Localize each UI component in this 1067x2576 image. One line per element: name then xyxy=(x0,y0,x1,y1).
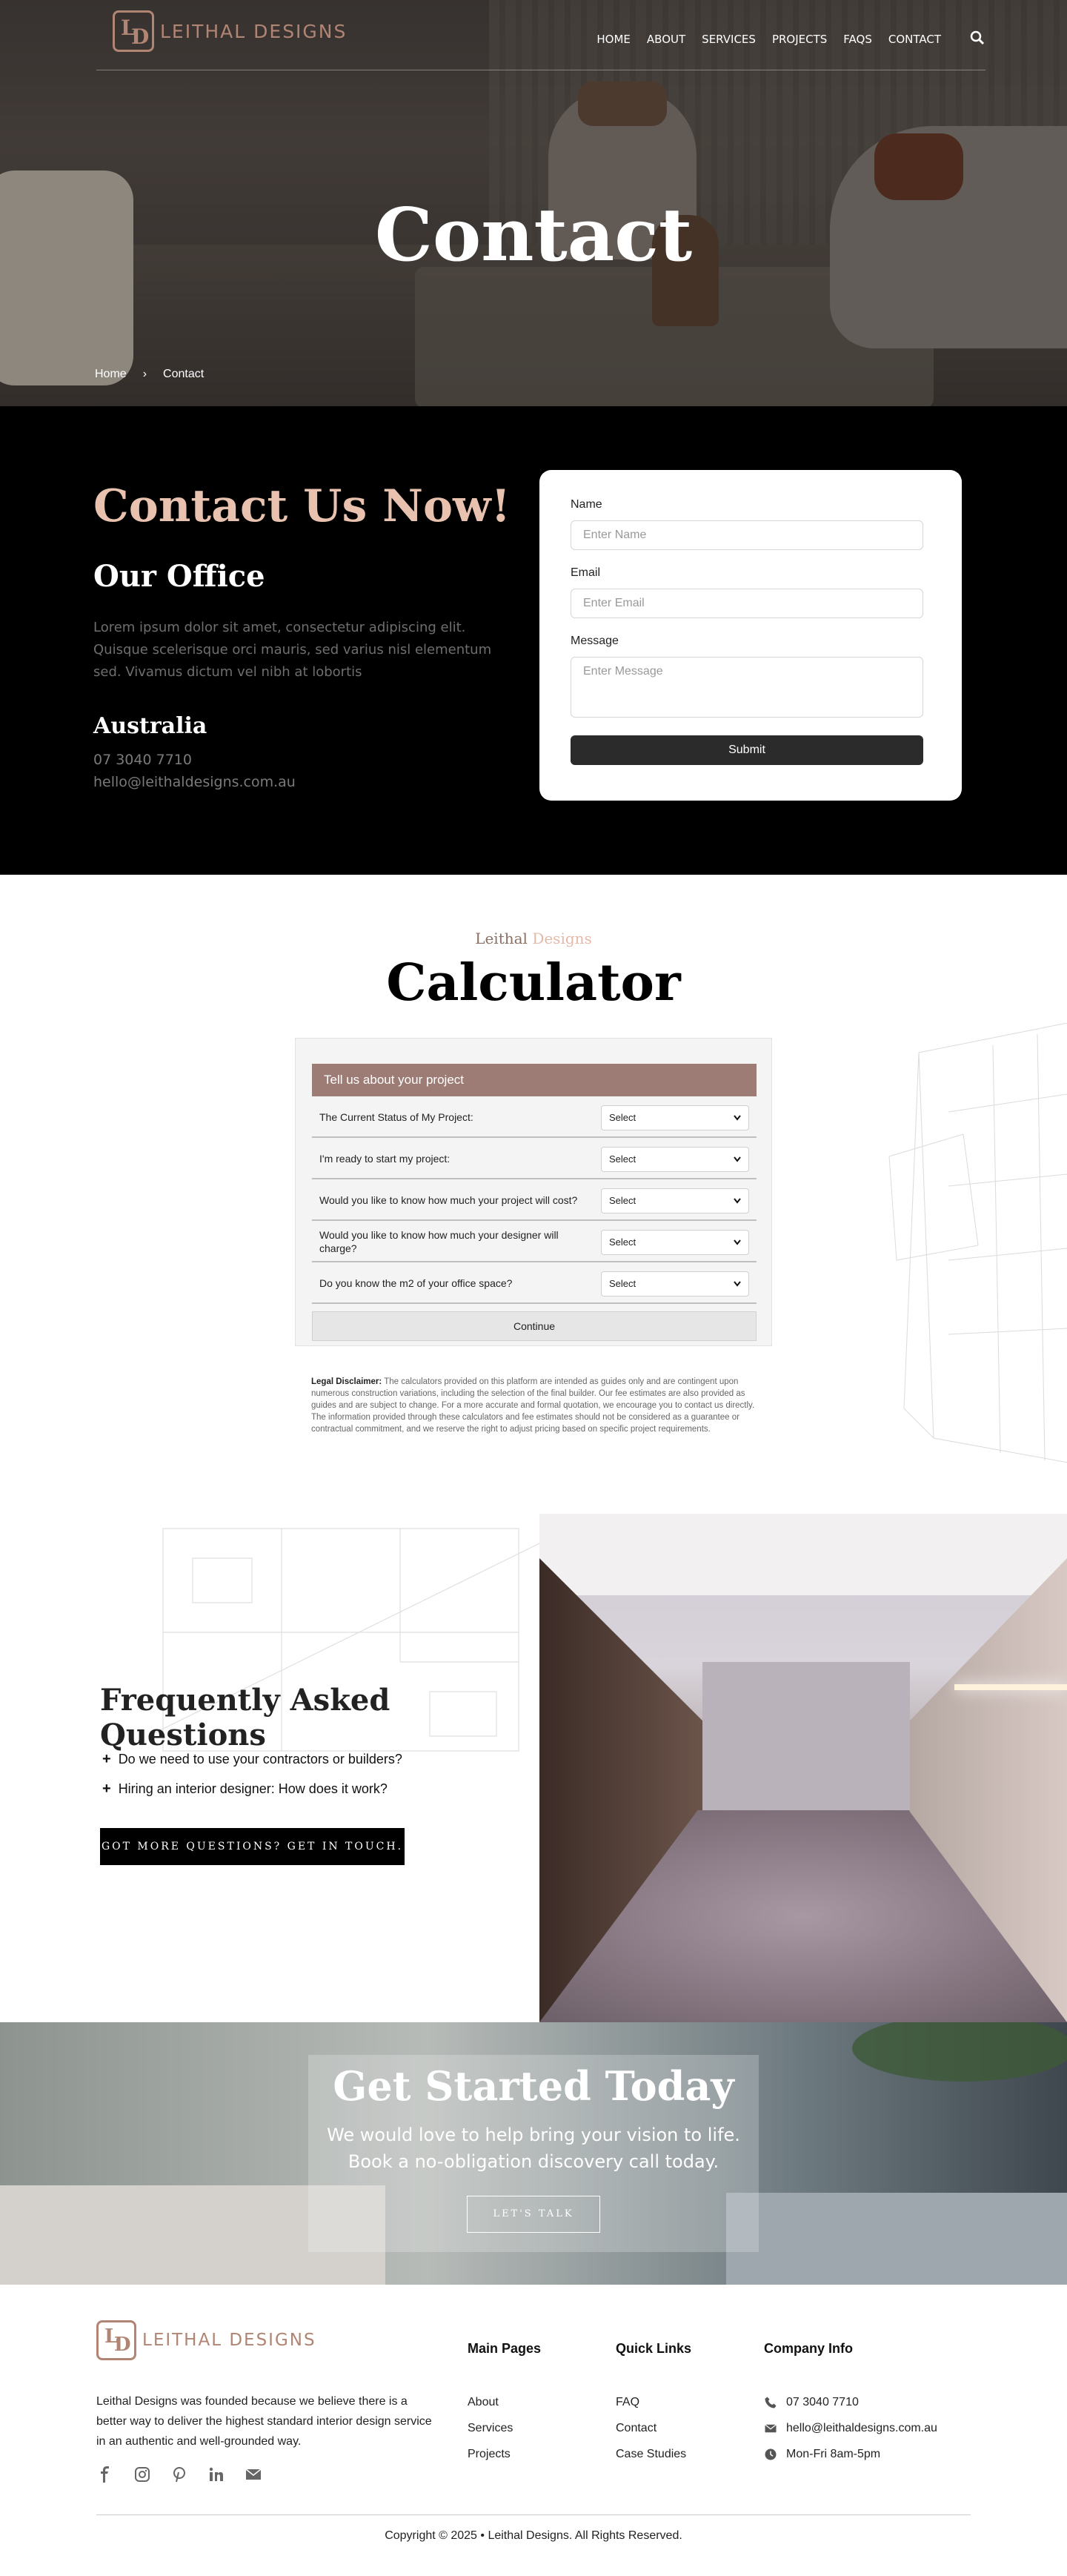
footer-heading: Quick Links xyxy=(616,2341,692,2356)
calculator-kicker xyxy=(0,930,1067,947)
architecture-sketch xyxy=(874,1023,1067,1483)
office-heading: Our Office xyxy=(93,559,265,594)
office-country: Australia xyxy=(93,713,207,739)
footer-logo[interactable] xyxy=(96,2320,316,2360)
logo-text: LEITHAL DESIGNS xyxy=(160,20,348,42)
faq-question: Hiring an interior designer: How does it work? xyxy=(118,1781,388,1796)
copyright: Copyright © 2025 • Leithal Designs. All Rights Reserved. xyxy=(385,2529,682,2542)
footer-about: Leithal Designs was founded because we believe there is a better way to deliver the highest standard interior design service in an authentic and well-grounded way. xyxy=(96,2395,432,2448)
calculator-heading: Tell us about your project xyxy=(312,1064,757,1096)
facebook-icon[interactable] xyxy=(96,2466,114,2483)
get-started-section xyxy=(0,2022,1067,2285)
image-ceiling xyxy=(539,1514,1067,1595)
disclaimer-text: The calculators provided on this platform are intended as guides only and are contingent upon numerous construction variations, including the selection of the final builder. Our fee estimates are also provided as guides and are subject to change. For a more accurate and formal quotation, we encourage you to contact us directly. The information provided through these calculators and fee estimates should not be considered as a guarantee or contractual commitment, and we reserve the right to adjust pricing based on specific project requirements. xyxy=(311,1377,755,1434)
faq-title: Frequently Asked Questions xyxy=(100,1683,390,1752)
cta-line-1: We would love to help bring your vision to life. xyxy=(327,2125,740,2145)
question-label: I'm ready to start my project: xyxy=(319,1153,451,1165)
select-value: Select xyxy=(609,1112,636,1123)
select-value: Select xyxy=(609,1236,636,1248)
message-field[interactable]: Enter Message xyxy=(571,657,923,718)
select-value: Select xyxy=(609,1153,636,1165)
page-title: Contact xyxy=(374,193,693,278)
image-light-strip xyxy=(954,1684,1067,1690)
footer-heading: Main Pages xyxy=(468,2341,542,2356)
footer-link-faq[interactable]: FAQ xyxy=(616,2395,640,2408)
footer-divider xyxy=(96,2514,971,2515)
chevron-down-icon xyxy=(734,1198,741,1204)
cta-line-2: Book a no-obligation discovery call today. xyxy=(348,2151,719,2172)
office-description: Lorem ipsum dolor sit amet, consectetur adipiscing elit. Quisque scelerisque orci mauris, sed varius nisl elementum sed. Vivamus dictum vel nibh at lobortis xyxy=(93,620,492,680)
question-label: The Current Status of My Project: xyxy=(319,1111,473,1123)
footer-link-case-studies[interactable]: Case Studies xyxy=(616,2447,687,2460)
clock-icon xyxy=(764,2448,777,2461)
site-logo[interactable] xyxy=(113,10,347,52)
site-footer xyxy=(0,2285,1067,2576)
submit-button[interactable]: Submit xyxy=(571,735,923,765)
select-value: Select xyxy=(609,1278,636,1289)
footer-email[interactable] xyxy=(764,2415,937,2441)
email-field[interactable]: Enter Email xyxy=(571,589,923,618)
footer-phone[interactable] xyxy=(764,2389,937,2415)
mail-icon[interactable] xyxy=(245,2466,262,2483)
question-select[interactable] xyxy=(601,1147,749,1172)
kicker-word-2: Designs xyxy=(532,930,592,947)
footer-link-contact[interactable]: Contact xyxy=(616,2421,657,2434)
footer-link-projects[interactable]: Projects xyxy=(468,2447,511,2460)
footer-hours xyxy=(764,2441,937,2467)
logo-mark-icon: L D xyxy=(96,2320,136,2360)
name-field[interactable]: Enter Name xyxy=(571,520,923,550)
contact-heading: Contact Us Now! xyxy=(93,480,511,532)
footer-main-pages xyxy=(468,2341,541,2467)
logo-mark-icon: L D xyxy=(113,10,154,52)
cta-subtitle xyxy=(0,2122,1067,2175)
question-label: Do you know the m2 of your office space? xyxy=(319,1277,513,1289)
footer-hours-text: Mon-Fri 8am-5pm xyxy=(786,2447,881,2460)
question-row xyxy=(312,1179,757,1221)
office-phone[interactable]: 07 3040 7710 xyxy=(93,752,192,768)
store-interior-image xyxy=(539,1514,1067,2022)
question-row xyxy=(312,1262,757,1304)
faq-item[interactable] xyxy=(102,1751,402,1768)
footer-logo-text: LEITHAL DESIGNS xyxy=(142,2331,316,2350)
nav-item-contact[interactable]: CONTACT xyxy=(888,33,941,46)
question-select[interactable] xyxy=(601,1230,749,1255)
chevron-down-icon xyxy=(734,1115,741,1121)
breadcrumb xyxy=(95,368,204,381)
message-label: Message xyxy=(571,635,619,647)
footer-company-info xyxy=(764,2341,937,2467)
main-menu xyxy=(596,33,941,46)
footer-heading: Company Info xyxy=(764,2341,853,2356)
breadcrumb-home[interactable]: Home xyxy=(95,368,127,380)
nav-item-home[interactable]: HOME xyxy=(596,33,631,46)
continue-button[interactable]: Continue xyxy=(312,1311,757,1341)
hero-section xyxy=(0,0,1067,406)
phone-icon xyxy=(764,2396,777,2409)
plus-icon: + xyxy=(102,1751,111,1767)
footer-link-about[interactable]: About xyxy=(468,2395,499,2408)
question-row xyxy=(312,1138,757,1179)
search-icon[interactable] xyxy=(969,30,985,46)
calculator-box xyxy=(295,1038,772,1346)
contact-section xyxy=(0,406,1067,875)
faq-contact-button[interactable]: GOT MORE QUESTIONS? GET IN TOUCH. xyxy=(100,1828,405,1865)
name-label: Name xyxy=(571,498,602,511)
question-select[interactable] xyxy=(601,1105,749,1130)
breadcrumb-current: Contact xyxy=(163,368,205,380)
faq-item[interactable] xyxy=(102,1781,388,1798)
question-label: Would you like to know how much your project will cost? xyxy=(319,1194,578,1206)
chevron-down-icon xyxy=(734,1156,741,1162)
calculator-section xyxy=(0,875,1067,1514)
disclaimer-label: Legal Disclaimer: xyxy=(311,1377,382,1386)
footer-quick-links xyxy=(616,2341,691,2467)
pinterest-icon[interactable] xyxy=(170,2466,188,2483)
top-nav xyxy=(96,0,985,70)
faq-section xyxy=(0,1514,1067,2022)
linkedin-icon[interactable] xyxy=(207,2466,225,2483)
question-label: Would you like to know how much your designer will charge? xyxy=(319,1229,559,1254)
faq-question: Do we need to use your contractors or builders? xyxy=(118,1752,402,1767)
email-label: Email xyxy=(571,566,601,579)
faq-panel xyxy=(0,1514,539,2022)
envelope-icon xyxy=(764,2422,777,2435)
question-row xyxy=(312,1221,757,1262)
footer-link-services[interactable]: Services xyxy=(468,2421,513,2434)
chevron-right-icon: › xyxy=(142,368,147,380)
question-select[interactable] xyxy=(601,1271,749,1297)
nav-item-faqs[interactable]: FAQS xyxy=(843,33,872,46)
plus-icon: + xyxy=(102,1781,111,1797)
contact-form xyxy=(539,470,962,801)
instagram-icon[interactable] xyxy=(133,2466,151,2483)
bg-bench xyxy=(726,2193,1067,2285)
chevron-down-icon xyxy=(734,1239,741,1245)
chevron-down-icon xyxy=(734,1281,741,1287)
select-value: Select xyxy=(609,1195,636,1206)
calculator-title: Calculator xyxy=(386,953,681,1013)
lets-talk-button[interactable]: LET'S TALK xyxy=(467,2196,600,2233)
question-select[interactable] xyxy=(601,1188,749,1213)
nav-item-about[interactable]: ABOUT xyxy=(646,33,686,46)
nav-item-projects[interactable]: PROJECTS xyxy=(771,33,828,46)
image-back-wall xyxy=(702,1662,910,1810)
question-row xyxy=(312,1096,757,1138)
legal-disclaimer xyxy=(311,1376,756,1435)
social-links xyxy=(96,2466,262,2483)
nav-item-services[interactable]: SERVICES xyxy=(702,33,756,46)
kicker-word-1: Leithal xyxy=(475,930,528,947)
office-email[interactable]: hello@leithaldesigns.com.au xyxy=(93,774,296,790)
footer-phone-text: 07 3040 7710 xyxy=(786,2395,859,2408)
footer-email-text: hello@leithaldesigns.com.au xyxy=(786,2421,937,2434)
cta-title: Get Started Today xyxy=(333,2062,734,2110)
